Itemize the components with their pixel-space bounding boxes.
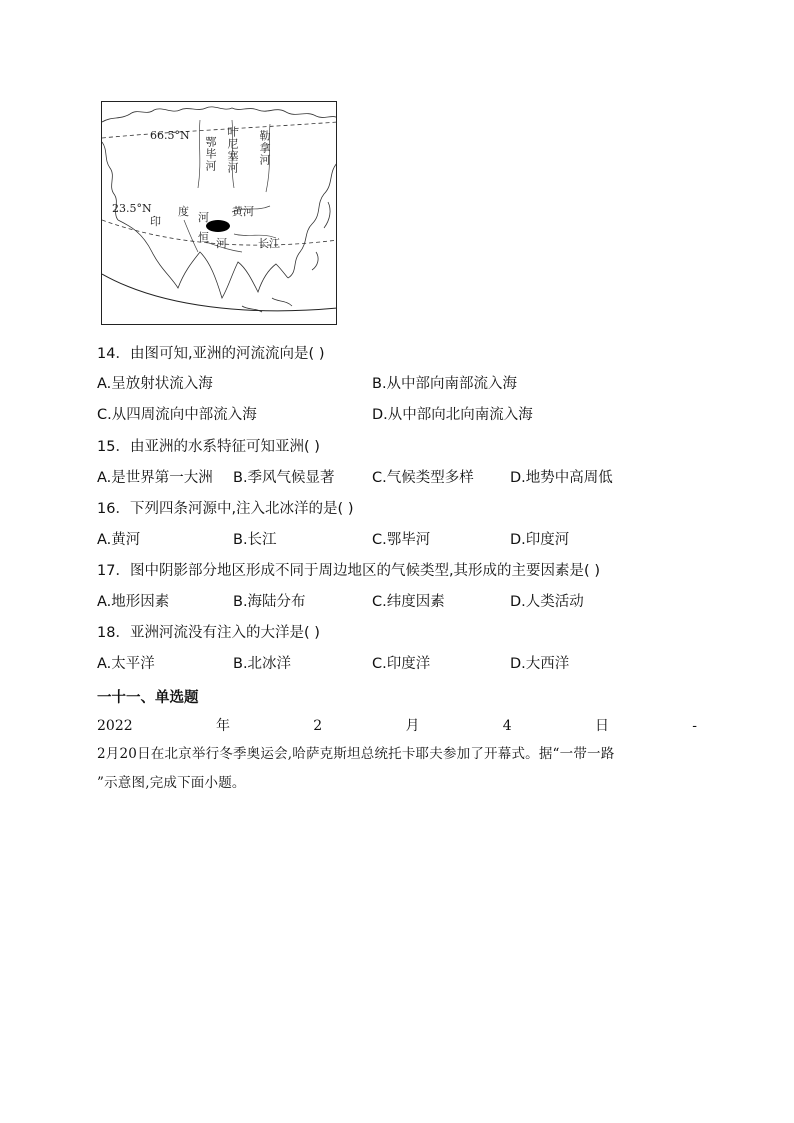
question-18-option-a: A.太平洋 xyxy=(97,656,155,672)
latitude-23-label: 23.5°N xyxy=(112,202,152,215)
question-16-option-b: B.长江 xyxy=(233,532,277,548)
question-15-option-d: D.地势中高周低 xyxy=(510,470,613,486)
yellow-river-label: 黄河 xyxy=(232,205,254,218)
question-14-option-d: D.从中部向北向南流入海 xyxy=(372,407,533,423)
latitude-66-label: 66.5°N xyxy=(150,129,190,142)
question-17-option-c: C.纬度因素 xyxy=(372,594,445,610)
yenisei-river-label: 叶尼塞河 xyxy=(226,126,239,174)
question-17-option-d: D.人类活动 xyxy=(510,594,584,610)
question-18-option-b: B.北冰洋 xyxy=(233,656,292,672)
question-14-stem: 14．由图可知,亚洲的河流流向是( ) xyxy=(97,346,325,362)
question-16-stem: 16．下列四条河源中,注入北冰洋的是( ) xyxy=(97,501,354,517)
date-line xyxy=(97,716,697,736)
ganges-label-1: 恒 xyxy=(198,231,209,244)
question-18-option-c: C.印度洋 xyxy=(372,656,431,672)
date-day-char: 日 xyxy=(594,718,609,734)
question-17-option-a: A.地形因素 xyxy=(97,594,170,610)
question-17-option-b: B.海陆分布 xyxy=(233,594,306,610)
asia-rivers-map xyxy=(101,101,337,325)
question-18-option-d: D.大西洋 xyxy=(510,656,570,672)
indus-label-3: 河 xyxy=(198,211,209,224)
date-dash: - xyxy=(692,718,697,734)
question-15-stem: 15．由亚洲的水系特征可知亚洲( ) xyxy=(97,439,320,455)
question-14-option-b: B.从中部向南部流入海 xyxy=(372,376,518,392)
ganges-label-2: 河 xyxy=(216,237,227,250)
indus-label-2: 度 xyxy=(178,205,189,218)
yangtze-river-label: 长江 xyxy=(258,237,280,250)
date-year: 2022 xyxy=(97,718,133,734)
intro-line-2: ”示意图,完成下面小题。 xyxy=(97,775,246,791)
date-month: 2 xyxy=(313,718,323,734)
question-14-option-a: A.呈放射状流入海 xyxy=(97,376,213,392)
question-14-option-c: C.从四周流向中部流入海 xyxy=(97,407,257,423)
lena-river-label: 勒拿河 xyxy=(258,130,271,166)
date-month-char: 月 xyxy=(405,718,420,734)
ob-river-label: 鄂毕河 xyxy=(204,136,217,172)
question-15-option-a: A.是世界第一大洲 xyxy=(97,470,213,486)
intro-line-1: 2月20日在北京举行冬季奥运会,哈萨克斯坦总统托卡耶夫参加了开幕式。据“一带一路 xyxy=(97,746,615,762)
date-day: 4 xyxy=(502,718,512,734)
question-16-option-a: A.黄河 xyxy=(97,532,141,548)
section-title: 一十一、单选题 xyxy=(97,690,199,706)
question-16-option-c: C.鄂毕河 xyxy=(372,532,431,548)
question-15-option-b: B.季风气候显著 xyxy=(233,470,335,486)
question-16-option-d: D.印度河 xyxy=(510,532,570,548)
question-15-option-c: C.气候类型多样 xyxy=(372,470,474,486)
indus-label-1: 印 xyxy=(150,215,161,228)
question-18-stem: 18．亚洲河流没有注入的大洋是( ) xyxy=(97,625,320,641)
question-17-stem: 17．图中阴影部分地区形成不同于周边地区的气候类型,其形成的主要因素是( ) xyxy=(97,563,600,579)
date-year-char: 年 xyxy=(215,718,230,734)
